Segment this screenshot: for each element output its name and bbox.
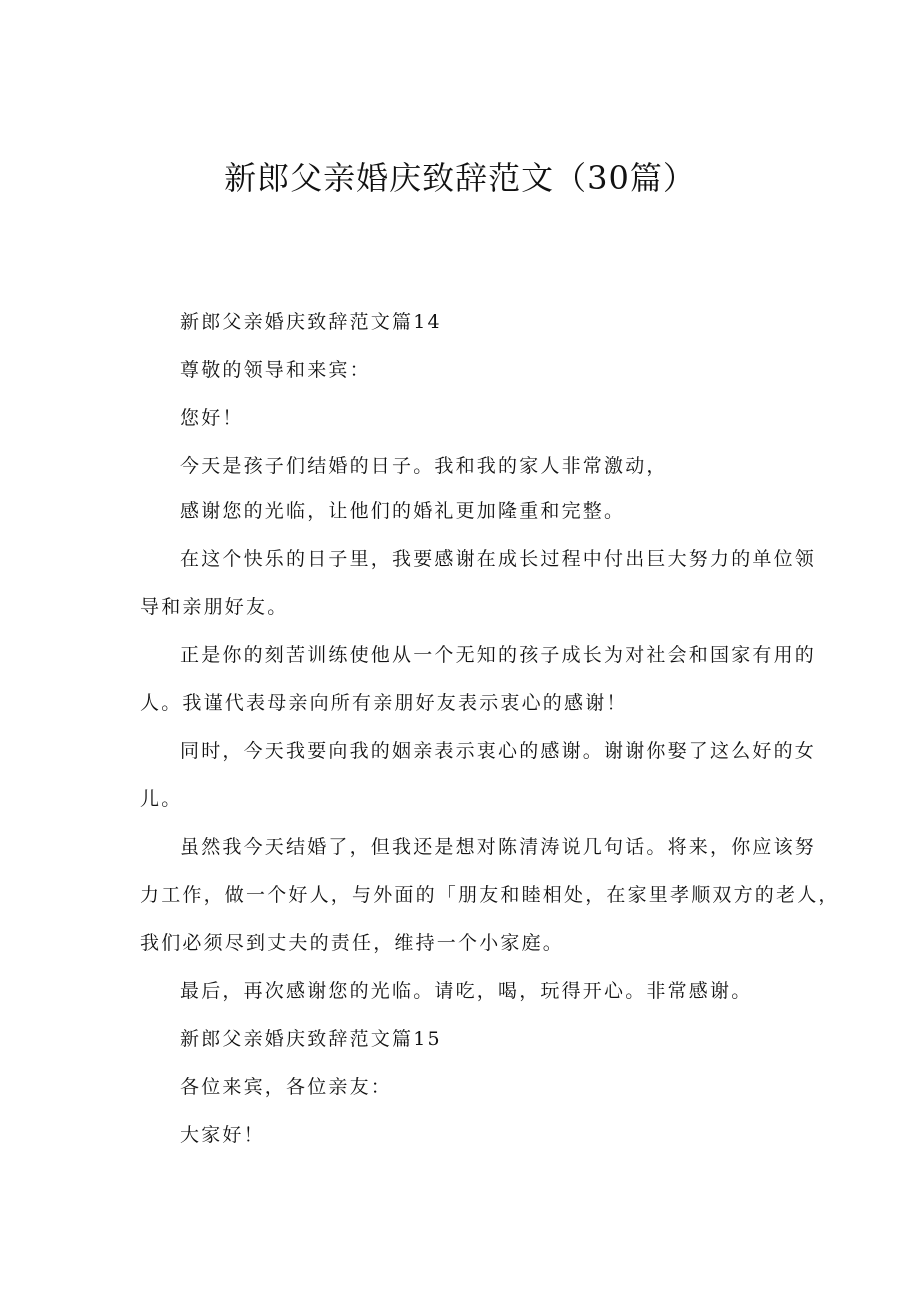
paragraph-line: 正是你的刻苦训练使他从一个无知的孩子成长为对社会和国家有用的 (180, 644, 817, 666)
paragraph-line: 虽然我今天结婚了，但我还是想对陈清涛说几句话。将来，你应该努 (180, 836, 817, 858)
paragraph-line: 导和亲朋好友。 (140, 596, 289, 618)
salutation-line: 各位来宾，各位亲友： (180, 1076, 393, 1098)
document-title: 新郎父亲婚庆致辞范文（30篇） (224, 159, 696, 197)
paragraph-line: 今天是孩子们结婚的日子。我和我的家人非常激动， (180, 455, 668, 477)
paragraph-line: 我们必须尽到丈夫的责任，维持一个小家庭。 (140, 932, 565, 954)
paragraph-line: 儿。 (140, 788, 183, 810)
greeting-line: 您好！ (180, 407, 244, 429)
paragraph-line: 同时，今天我要向我的姻亲表示衷心的感谢。谢谢你娶了这么好的女 (180, 740, 817, 762)
greeting-line: 大家好！ (180, 1124, 265, 1146)
paragraph-line: 最后，再次感谢您的光临。请吃，喝，玩得开心。非常感谢。 (180, 980, 753, 1002)
paragraph-line: 在这个快乐的日子里，我要感谢在成长过程中付出巨大努力的单位领 (180, 548, 817, 570)
paragraph-line: 力工作，做一个好人，与外面的「朋友和睦相处，在家里孝顺双方的老人， (140, 884, 840, 906)
section-heading-15: 新郎父亲婚庆致辞范文篇15 (180, 1028, 442, 1050)
section-heading-14: 新郎父亲婚庆致辞范文篇14 (180, 311, 442, 333)
paragraph-line: 人。我谨代表母亲向所有亲朋好友表示衷心的感谢！ (140, 692, 628, 714)
paragraph-line: 感谢您的光临，让他们的婚礼更加隆重和完整。 (180, 500, 626, 522)
salutation-line: 尊敬的领导和来宾： (180, 359, 371, 381)
